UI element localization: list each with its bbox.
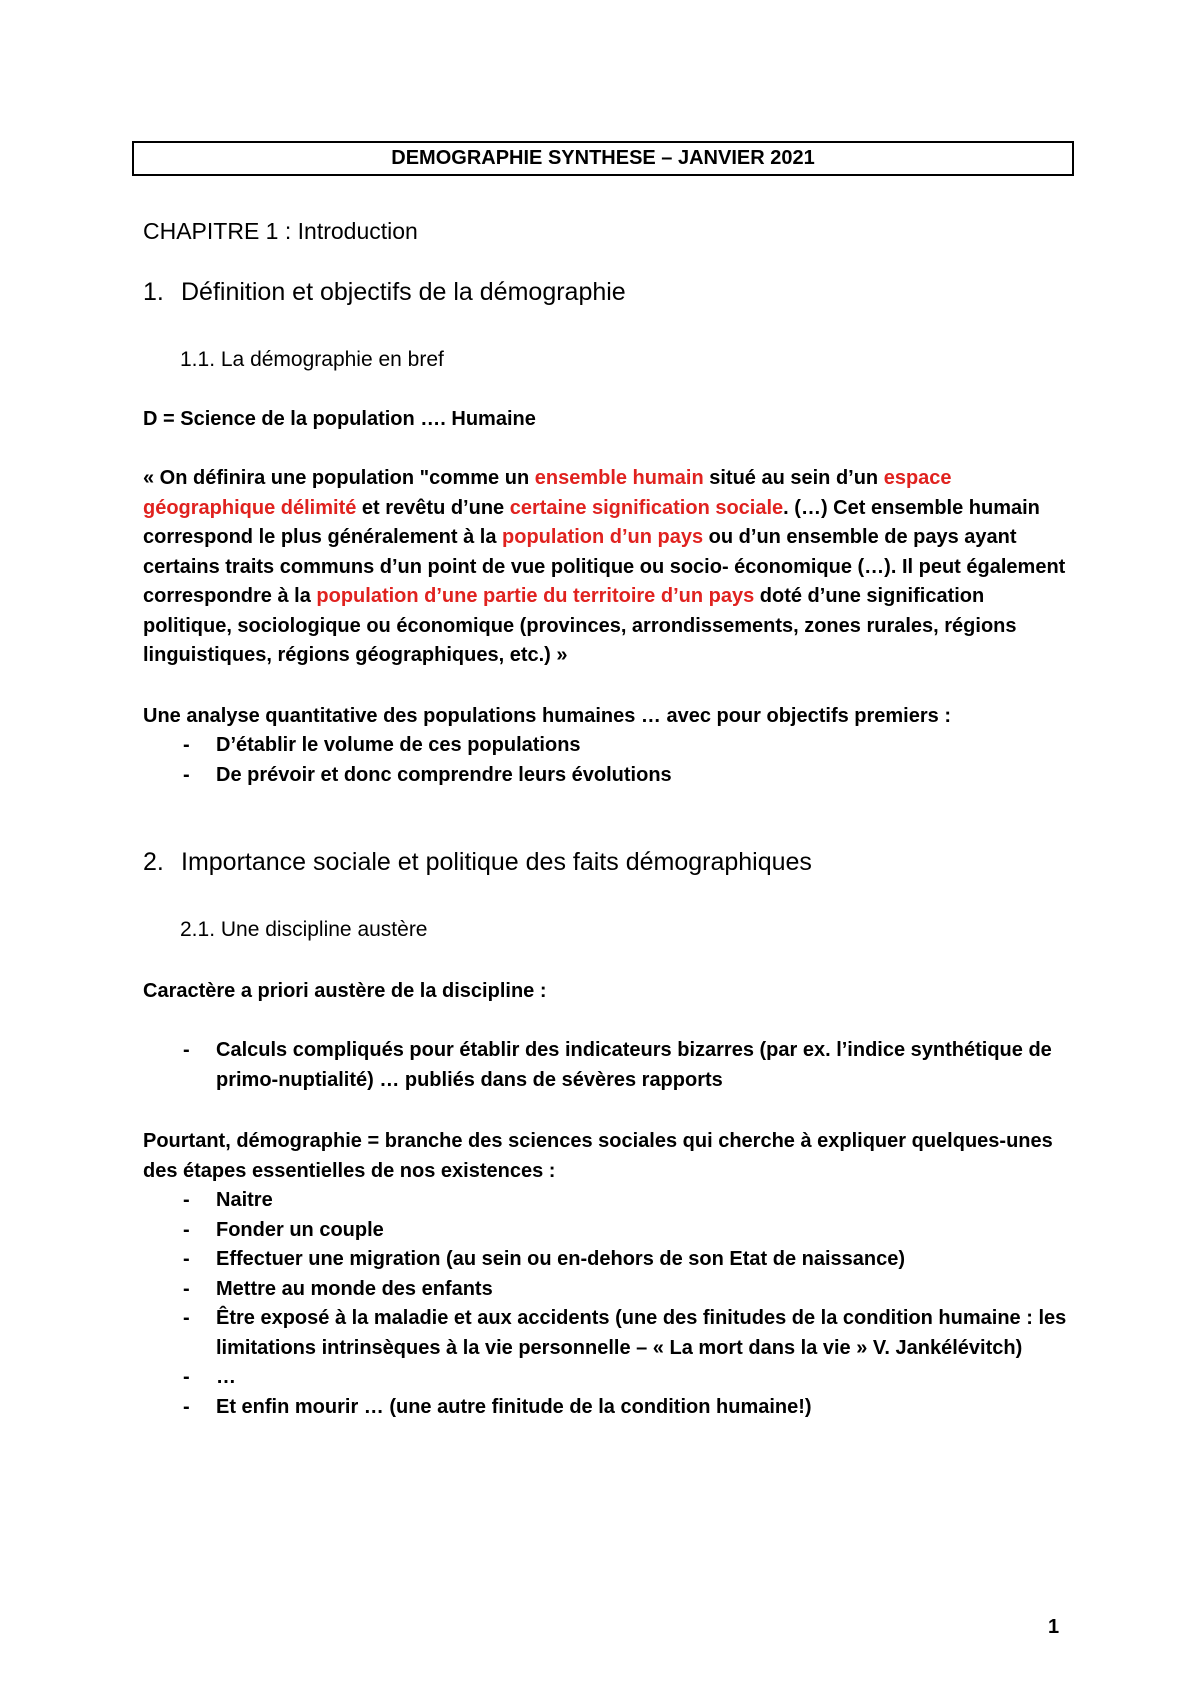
list-item-text: Calculs compliqués pour établir des indicateurs bizarres (par ex. l’indice synthétique de primo-nuptialité) … publiés dans de sévères rapports <box>216 1039 1052 1091</box>
pourtant-intro: Pourtant, démographie = branche des sciences sociales qui cherche à expliquer quelques-unes des étapes essentielles de nos existences : <box>143 1130 1053 1182</box>
list-item <box>143 731 1073 761</box>
bullet-dash: - <box>183 763 190 786</box>
document-title: DEMOGRAPHIE SYNTHESE – JANVIER 2021 <box>132 141 1074 176</box>
list-item <box>143 1186 1073 1216</box>
subsection-2-1-number: 2.1. <box>180 918 216 941</box>
analysis-intro: Une analyse quantitative des populations humaines … avec pour objectifs premiers : <box>143 705 951 727</box>
caractere-list <box>143 1036 1073 1095</box>
list-item-text: Mettre au monde des enfants <box>216 1277 493 1300</box>
section-1-title: Définition et objectifs de la démographie <box>181 278 626 306</box>
bullet-dash: - <box>183 1218 190 1241</box>
quote-text: situé au sein d’un <box>703 467 884 489</box>
list-item-text: Fonder un couple <box>216 1218 384 1241</box>
list-item <box>143 1216 1073 1246</box>
bullet-dash: - <box>183 1277 190 1300</box>
bullet-dash: - <box>183 1039 190 1061</box>
section-1-number: 1. <box>143 278 164 306</box>
caractere-intro: Caractère a priori austère de la discipline : <box>143 980 547 1002</box>
list-item <box>143 761 1073 791</box>
list-item-text: Être exposé à la maladie et aux accidents (une des finitudes de la condition humaine : les limitations intrinsèques à la vie personnelle – « La mort dans la vie » V. Jankélévitch) <box>216 1307 1067 1359</box>
quote-highlight: espace géographique délimité <box>143 467 952 519</box>
list-item-text: De prévoir et donc comprendre leurs évolutions <box>216 763 672 786</box>
list-item <box>143 1393 1073 1423</box>
chapter-heading: CHAPITRE 1 : Introduction <box>143 218 418 244</box>
subsection-1-1-number: 1.1. <box>180 348 216 371</box>
quote-text: et revêtu d’une <box>356 496 510 519</box>
list-item-text: Et enfin mourir … (une autre finitude de la condition humaine!) <box>216 1395 812 1418</box>
section-1-heading <box>143 278 626 307</box>
bullet-dash: - <box>183 1366 190 1388</box>
list-item-text: D’établir le volume de ces populations <box>216 734 581 756</box>
list-item <box>143 1363 1073 1393</box>
list-item <box>143 1036 1073 1095</box>
subsection-1-1-heading <box>180 348 444 372</box>
bullet-dash: - <box>183 1307 190 1329</box>
list-item-text: Naitre <box>216 1189 273 1211</box>
quote-highlight: population d’un pays <box>502 526 704 548</box>
list-item-text: … <box>216 1366 236 1388</box>
quote-highlight: certaine signification sociale <box>509 496 784 519</box>
bullet-dash: - <box>183 1189 190 1211</box>
quote-text: doté d’une signification politique, sociologique ou économique (provinces, arrondissements, zones rurales, régions linguistiques, régions géographiques, etc.) » <box>143 585 1017 666</box>
etapes-list <box>143 1186 1073 1422</box>
page-number: 1 <box>1048 1616 1060 1638</box>
list-item-text: Effectuer une migration (au sein ou en-dehors de son Etat de naissance) <box>216 1248 906 1270</box>
section-2-heading <box>143 848 812 877</box>
objectives-list <box>143 731 1073 790</box>
subsection-1-1-title: La démographie en bref <box>220 348 444 371</box>
section-2-number: 2. <box>143 848 164 876</box>
bullet-dash: - <box>183 1395 190 1418</box>
list-item <box>143 1275 1073 1305</box>
bullet-dash: - <box>183 1248 190 1270</box>
subsection-2-1-heading <box>180 918 428 942</box>
list-item <box>143 1245 1073 1275</box>
bullet-dash: - <box>183 734 190 756</box>
subsection-2-1-title: Une discipline austère <box>220 918 428 941</box>
quote-text: « On définira une population "comme un <box>143 467 535 489</box>
quote-paragraph <box>143 464 1073 671</box>
definition-line: D = Science de la population …. Humaine <box>143 408 536 430</box>
quote-highlight: ensemble humain <box>534 467 704 489</box>
quote-highlight: population d’une partie du territoire d’un pays <box>316 585 755 607</box>
list-item <box>143 1304 1073 1363</box>
quote-text: ou d’un ensemble de pays ayant certains traits communs d’un point de vue politique ou socio- économique (…). Il peut également correspondre à la <box>143 526 1066 607</box>
quote-text: . (…) Cet ensemble humain correspond le plus généralement à la <box>143 496 1040 548</box>
section-2-title: Importance sociale et politique des faits démographiques <box>181 848 812 876</box>
